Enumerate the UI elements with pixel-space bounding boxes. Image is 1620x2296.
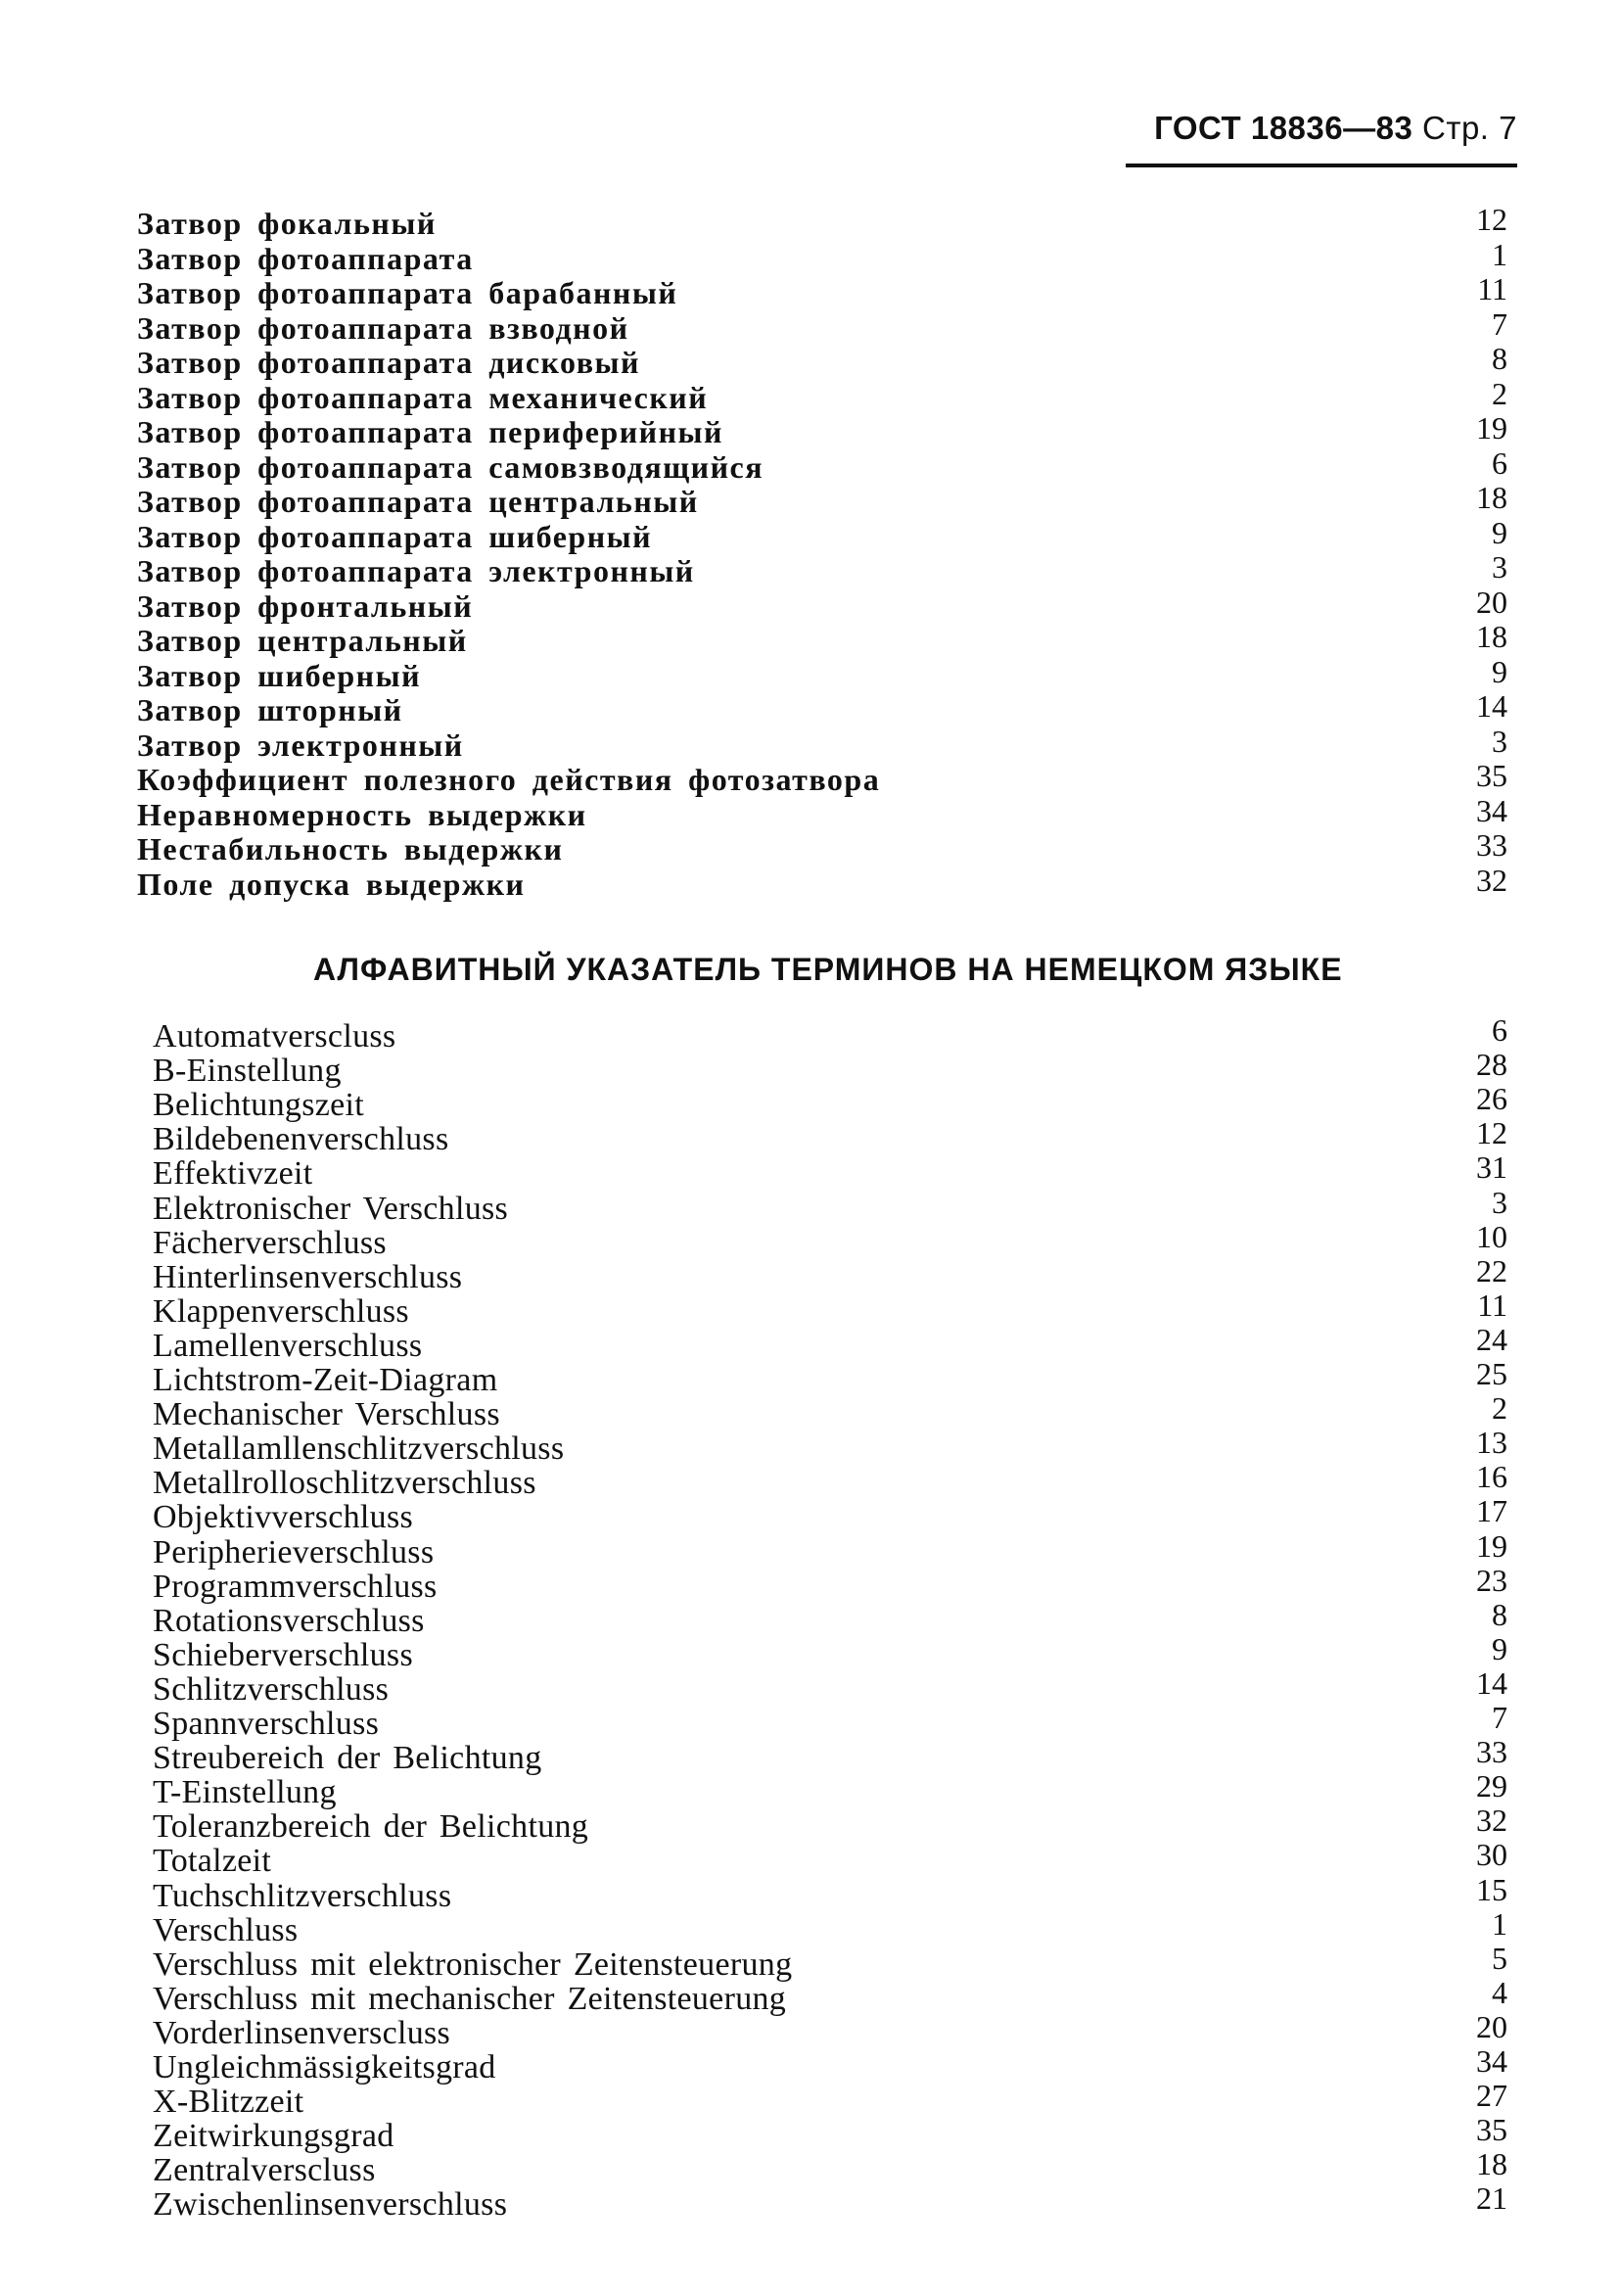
index-term-number: 9 (1492, 514, 1507, 550)
index-term: Elektronischer Verschluss (153, 1190, 509, 1227)
index-term-number: 17 (1476, 1493, 1507, 1529)
index-term: Затвор шторный (137, 692, 403, 727)
standard-number: ГОСТ 18836—83 (1154, 110, 1413, 146)
index-term-number: 9 (1492, 1630, 1507, 1666)
index-term-number: 4 (1492, 1974, 1507, 2010)
index-term: Затвор фотоаппарата центральный (137, 484, 699, 519)
index-term: Tuchschlitzverschluss (153, 1877, 452, 1914)
page-number: Стр. 7 (1422, 110, 1517, 146)
index-term: Затвор фронтальный (137, 587, 474, 624)
index-term: X-Blitzzeit (153, 2084, 304, 2121)
index-term-number: 12 (1476, 1115, 1507, 1151)
section-title: АЛФАВИТНЫЙ УКАЗАТЕЛЬ ТЕРМИНОВ НА НЕМЕЦКОМ ЯЗЫКЕ (313, 952, 1343, 987)
index-term: Zeitwirkungsgrad (153, 2118, 394, 2155)
index-term-number: 13 (1476, 1425, 1507, 1461)
index-term: Bildebenenverschluss (153, 1121, 449, 1158)
index-term-number: 19 (1476, 1527, 1507, 1564)
index-term: Programmverschluss (153, 1568, 438, 1605)
index-term-number: 3 (1492, 549, 1507, 585)
index-term-number: 24 (1476, 1321, 1507, 1357)
index-term-number: 27 (1476, 2078, 1507, 2114)
index-term: Затвор фотоаппарата взводной (137, 309, 629, 346)
index-term-number: 10 (1476, 1218, 1507, 1254)
index-term: Toleranzbereich der Belichtung (153, 1808, 589, 1846)
index-term: Затвор фотоаппарата шиберный (137, 518, 653, 554)
index-term-number: 14 (1476, 1664, 1507, 1701)
index-term: Затвор фотоаппарата самовзводящийся (137, 448, 764, 485)
index-term-number: 9 (1492, 653, 1507, 689)
index-term: Fächerverschluss (153, 1224, 387, 1261)
index-term-number: 25 (1476, 1356, 1507, 1391)
index-term: Затвор центральный (137, 623, 468, 658)
page-header (1077, 110, 1517, 147)
index-term-number: 28 (1476, 1047, 1507, 1083)
index-term-number: 5 (1492, 1940, 1507, 1976)
index-term-number: 16 (1476, 1459, 1507, 1495)
index-term: T-Einstellung (153, 1774, 337, 1811)
index-term: Затвор фотоаппарата механический (137, 379, 709, 415)
index-term: Поле допуска выдержки (137, 866, 526, 902)
index-term-number: 32 (1476, 862, 1507, 898)
index-term: Verschluss (153, 1911, 299, 1948)
index-term: Automatverscluss (153, 1018, 396, 1054)
index-term: Затвор электронный (137, 726, 464, 763)
index-term: Schieberverschluss (153, 1636, 413, 1673)
index-term-number: 8 (1492, 341, 1507, 376)
index-term-number: 8 (1492, 1596, 1507, 1632)
index-term: Verschluss mit elektronischer Zeitensteuerung (153, 1945, 793, 1983)
index-term: Vorderlinsenverscluss (153, 2014, 451, 2051)
header-divider (1126, 164, 1517, 167)
index-term: Peripherieverschluss (153, 1533, 435, 1570)
index-term-number: 7 (1492, 1700, 1507, 1735)
index-term: Затвор фотоаппарата барабанный (137, 275, 678, 310)
index-term-number: 34 (1476, 792, 1507, 828)
index-term-number: 18 (1476, 480, 1507, 515)
index-term-number: 11 (1477, 1287, 1507, 1323)
index-term-number: 15 (1476, 1871, 1507, 1907)
index-term: Hinterlinsenverschluss (153, 1258, 463, 1295)
index-term: Streubereich der Belichtung (153, 1740, 542, 1777)
index-term: Нестабильность выдержки (137, 831, 564, 867)
index-term: B-Einstellung (153, 1053, 342, 1090)
index-term-number: 23 (1476, 1562, 1507, 1598)
index-term: Затвор шиберный (137, 657, 422, 693)
index-term: Коэффициент полезного действия фотозатвора (137, 762, 881, 797)
index-term-number: 11 (1477, 271, 1507, 306)
index-term: Objektivverschluss (153, 1499, 414, 1536)
index-term: Metallamllenschlitzverschluss (153, 1430, 565, 1468)
index-term-number: 20 (1476, 584, 1507, 620)
index-term: Затвор фотоаппарата дисковый (137, 345, 640, 380)
index-term-number: 26 (1476, 1081, 1507, 1117)
index-term-number: 1 (1492, 1905, 1507, 1942)
index-term: Затвор фотоаппарата периферийный (137, 414, 723, 449)
index-term: Затвор фотоаппарата (137, 240, 474, 276)
index-term: Schlitzverschluss (153, 1670, 390, 1708)
index-term-number: 18 (1476, 619, 1507, 654)
index-term-number: 33 (1476, 1734, 1507, 1770)
index-term-number: 31 (1476, 1149, 1507, 1186)
index-term-number: 6 (1492, 1012, 1507, 1048)
index-term-number: 7 (1492, 305, 1507, 342)
index-term-number: 21 (1476, 2180, 1507, 2217)
index-term: Belichtungszeit (153, 1087, 365, 1124)
index-term-number: 3 (1492, 723, 1507, 759)
index-term: Затвор фокальный (137, 206, 437, 241)
index-term-number: 22 (1476, 1252, 1507, 1289)
index-term: Verschluss mit mechanischer Zeitensteuerung (153, 1980, 787, 2017)
index-term: Zwischenlinsenverschluss (153, 2186, 508, 2224)
index-term-number: 35 (1476, 758, 1507, 793)
index-term-number: 1 (1492, 236, 1507, 272)
index-term-number: 6 (1492, 445, 1507, 481)
index-term: Lichtstrom-Zeit-Diagram (153, 1362, 498, 1398)
index-term: Ungleichmässigkeitsgrad (153, 2049, 496, 2085)
index-term-number: 35 (1476, 2112, 1507, 2148)
index-term-number: 30 (1476, 1837, 1507, 1873)
index-term: Zentralverscluss (153, 2152, 376, 2189)
index-term: Spannverschluss (153, 1706, 380, 1742)
index-term-number: 12 (1476, 202, 1507, 237)
index-term-number: 2 (1492, 375, 1507, 411)
index-term-number: 34 (1476, 2043, 1507, 2079)
index-term-number: 14 (1476, 688, 1507, 724)
index-term: Lamellenverschluss (153, 1327, 423, 1364)
index-term-number: 18 (1476, 2146, 1507, 2182)
index-term-number: 32 (1476, 1803, 1507, 1839)
index-term-number: 2 (1492, 1390, 1507, 1427)
index-term: Totalzeit (153, 1843, 272, 1880)
index-term-number: 33 (1476, 827, 1507, 863)
index-term-number: 20 (1476, 2008, 1507, 2044)
index-term-number: 19 (1476, 410, 1507, 445)
index-term: Klappenverschluss (153, 1292, 409, 1330)
index-term: Mechanischer Verschluss (153, 1396, 500, 1433)
index-term: Metallrolloschlitzverschluss (153, 1465, 536, 1502)
index-term: Rotationsverschluss (153, 1602, 425, 1639)
index-term-number: 29 (1476, 1768, 1507, 1804)
index-term: Effektivzeit (153, 1155, 313, 1193)
index-term: Затвор фотоаппарата электронный (137, 553, 695, 588)
index-term: Неравномерность выдержки (137, 796, 587, 832)
index-term-number: 3 (1492, 1184, 1507, 1220)
